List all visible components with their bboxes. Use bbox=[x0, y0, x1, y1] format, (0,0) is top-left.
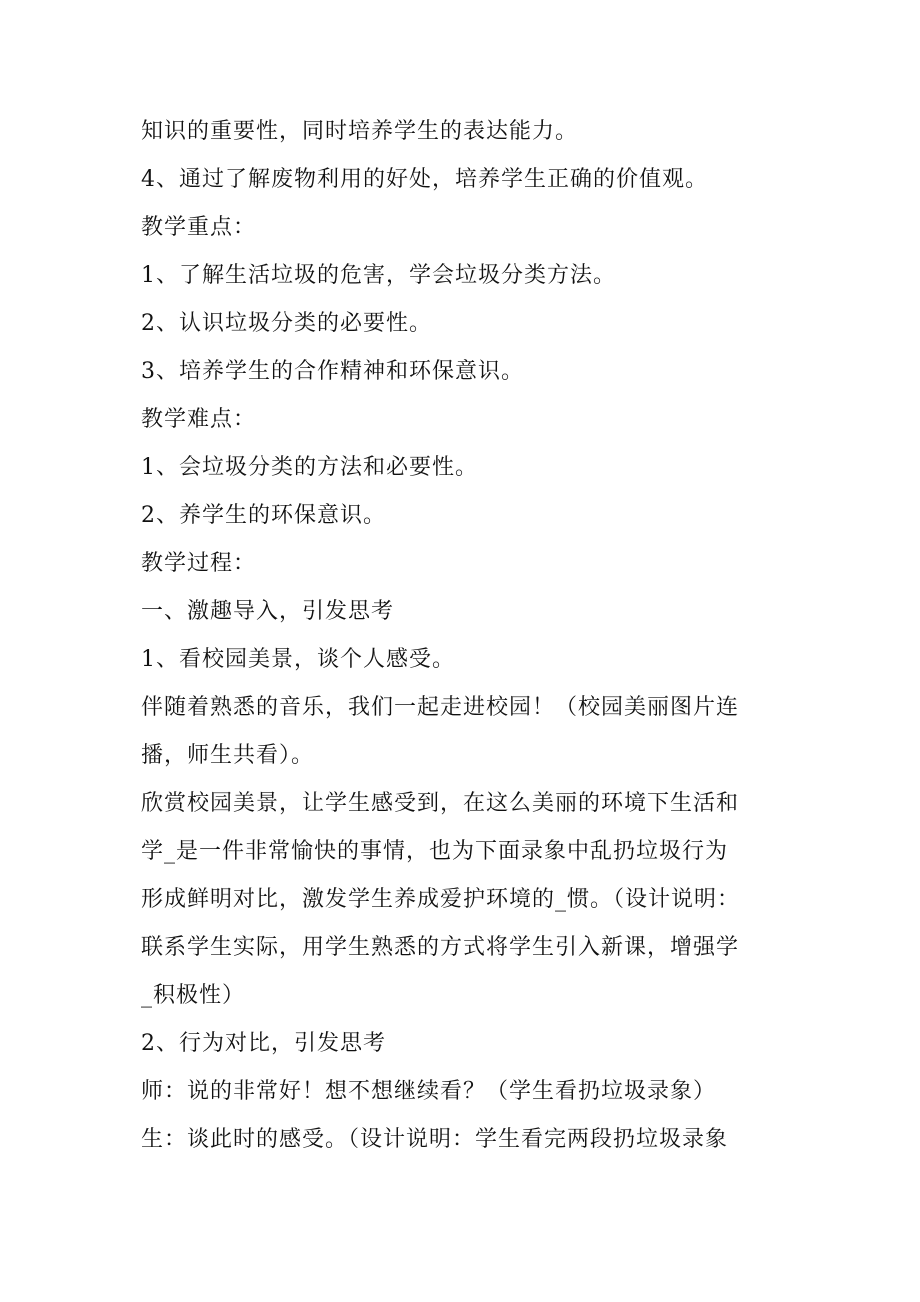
text-line: 师：说的非常好！想不想继续看？（学生看扔垃圾录象） bbox=[141, 1079, 717, 1104]
text-line: 1、会垃圾分类的方法和必要性。 bbox=[141, 455, 478, 480]
text-line: 欣赏校园美景，让学生感受到，在这么美丽的环境下生活和 bbox=[141, 791, 740, 816]
text-line: 2、养学生的环保意识。 bbox=[141, 503, 386, 528]
text-line: 1、看校园美景，谈个人感受。 bbox=[141, 647, 455, 672]
text-line: 形成鲜明对比，激发学生养成爱护环境的_惯。（设计说明： bbox=[141, 887, 741, 912]
section-heading-difficulties: 教学难点： bbox=[141, 407, 257, 432]
text-line: 生：谈此时的感受。（设计说明：学生看完两段扔垃圾录象 bbox=[141, 1127, 729, 1152]
text-line: 伴随着熟悉的音乐，我们一起走进校园！（校园美丽图片连 bbox=[141, 695, 740, 720]
text-line: 2、行为对比，引发思考 bbox=[141, 1031, 386, 1056]
text-line: 1、了解生活垃圾的危害，学会垃圾分类方法。 bbox=[141, 263, 616, 288]
text-line: 一、激趣导入，引发思考 bbox=[141, 599, 395, 624]
text-line: 2、认识垃圾分类的必要性。 bbox=[141, 311, 432, 336]
section-heading-process: 教学过程： bbox=[141, 551, 257, 576]
text-line: 播，师生共看）。 bbox=[141, 743, 315, 768]
text-line: _积极性） bbox=[141, 983, 246, 1008]
text-line: 4、通过了解废物利用的好处，培养学生正确的价值观。 bbox=[141, 167, 708, 192]
text-line: 3、培养学生的合作精神和环保意识。 bbox=[141, 359, 524, 384]
text-line: 知识的重要性，同时培养学生的表达能力。 bbox=[141, 119, 579, 144]
section-heading-key-points: 教学重点： bbox=[141, 215, 257, 240]
text-line: 联系学生实际，用学生熟悉的方式将学生引入新课，增强学 bbox=[141, 935, 740, 960]
text-line: 学_是一件非常愉快的事情，也为下面录象中乱扔垃圾行为 bbox=[141, 839, 729, 864]
